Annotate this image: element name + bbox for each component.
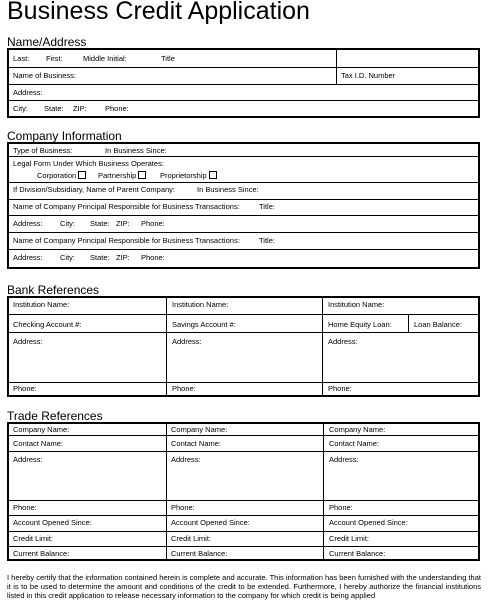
bank-1-address-field[interactable]: Address: [13,337,43,346]
divider [9,382,478,383]
principal-address-field-2[interactable]: Address: [13,253,43,262]
bank-1-institution-field[interactable]: Institution Name: [13,300,70,309]
divider [9,435,478,436]
divider [9,515,478,516]
principal-name-field-2[interactable]: Name of Company Principal Responsible for Business Transactions: [13,236,240,245]
trade-2-account-opened-field[interactable]: Account Opened Since: [171,518,250,527]
trade-3-current-balance-field[interactable]: Current Balance: [329,549,386,558]
savings-account-field[interactable]: Savings Account #: [172,320,236,329]
trade-2-company-field[interactable]: Company Name: [171,425,228,434]
legal-form-label: Legal Form Under Which Business Operates: [13,159,164,168]
divider [9,100,478,101]
principal-title-field-2[interactable]: Title: [259,236,275,245]
divider [9,232,478,233]
divider [336,50,337,84]
principal-phone-field-1[interactable]: Phone: [141,219,165,228]
name-address-box [7,48,480,118]
partnership-checkbox[interactable] [138,171,146,179]
partnership-option[interactable] [98,171,146,180]
home-equity-loan-field[interactable]: Home Equity Loan: [328,320,392,329]
divider [9,199,478,200]
divider [408,314,409,332]
divider [9,84,478,85]
divider [9,332,478,333]
bank-3-institution-field[interactable]: Institution Name: [328,300,385,309]
divider [9,215,478,216]
principal-name-field-1[interactable]: Name of Company Principal Responsible for Business Transactions: [13,202,240,211]
divider [9,531,478,532]
trade-2-credit-limit-field[interactable]: Credit Limit: [171,534,212,543]
principal-city-field-2[interactable]: City: [60,253,75,262]
in-business-since-field[interactable]: In Business Since: [105,146,167,155]
principal-address-field-1[interactable]: Address: [13,219,43,228]
divider [322,298,323,395]
in-business-since-field-2[interactable]: In Business Since: [197,185,259,194]
company-info-box [7,142,480,269]
principal-phone-field-2[interactable]: Phone: [141,253,165,262]
trade-1-contact-field[interactable]: Contact Name: [13,439,64,448]
section-heading-trade-refs: Trade References [7,409,103,423]
trade-2-address-field[interactable]: Address: [171,455,201,464]
trade-3-account-opened-field[interactable]: Account Opened Since: [329,518,408,527]
corporation-checkbox[interactable] [78,171,86,179]
proprietorship-option[interactable] [160,171,217,180]
first-name-field[interactable]: First: [46,54,63,63]
trade-2-phone-field[interactable]: Phone: [171,503,195,512]
principal-zip-field-2[interactable]: ZIP: [116,253,130,262]
middle-initial-field[interactable]: Middle Initial: [83,54,127,63]
title-field[interactable]: Title [161,54,175,63]
divider [323,424,324,559]
zip-field[interactable]: ZIP: [73,104,87,113]
corporation-option[interactable] [37,171,86,180]
page-title: Business Credit Application [7,0,310,25]
divider [9,156,478,157]
trade-3-credit-limit-field[interactable]: Credit Limit: [329,534,370,543]
address-field[interactable]: Address: [13,88,43,97]
bank-refs-box [7,296,480,397]
divider [9,451,478,452]
bank-2-institution-field[interactable]: Institution Name: [172,300,229,309]
trade-1-account-opened-field[interactable]: Account Opened Since: [13,518,92,527]
state-field[interactable]: State: [44,104,64,113]
principal-city-field-1[interactable]: City: [60,219,75,228]
divider [166,298,167,395]
trade-2-current-balance-field[interactable]: Current Balance: [171,549,228,558]
divider [166,424,167,559]
loan-balance-field[interactable]: Loan Balance: [414,320,462,329]
divider [9,249,478,250]
certification-text: I hereby certify that the information contained herein is complete and accurate. This information has been furnished with the understanding that it is to be used to determine the amount and conditions of the credit to be extended. Furthermore, I hereby authorize the financial institutions listed in this credit application to release necessary information to the company for which credit is being applied [7,573,481,600]
trade-1-phone-field[interactable]: Phone: [13,503,37,512]
city-field[interactable]: City: [13,104,28,113]
principal-state-field-1[interactable]: State: [90,219,110,228]
trade-3-phone-field[interactable]: Phone: [329,503,353,512]
trade-1-credit-limit-field[interactable]: Credit Limit: [13,534,54,543]
principal-title-field-1[interactable]: Title: [259,202,275,211]
trade-2-contact-field[interactable]: Contact Name: [171,439,222,448]
divider [9,67,478,68]
trade-1-company-field[interactable]: Company Name: [13,425,70,434]
parent-company-field[interactable]: If Division/Subsidiary, Name of Parent Company: [13,185,176,194]
trade-1-current-balance-field[interactable]: Current Balance: [13,549,70,558]
last-name-field[interactable]: Last: [13,54,30,63]
partnership-label: Partnership [98,171,137,180]
principal-state-field-2[interactable]: State: [90,253,110,262]
principal-zip-field-1[interactable]: ZIP: [116,219,130,228]
business-name-field[interactable]: Name of Business: [13,71,76,80]
trade-3-company-field[interactable]: Company Name: [329,425,386,434]
corporation-label: Corporation [37,171,77,180]
section-heading-bank-refs: Bank References [7,283,100,297]
tax-id-field[interactable]: Tax I.D. Number [341,71,396,80]
type-of-business-field[interactable]: Type of Business: [13,146,73,155]
divider [9,500,478,501]
bank-2-address-field[interactable]: Address: [172,337,202,346]
bank-2-phone-field[interactable]: Phone: [172,384,196,393]
trade-1-address-field[interactable]: Address: [13,455,43,464]
phone-field[interactable]: Phone: [105,104,129,113]
checking-account-field[interactable]: Checking Account #: [13,320,82,329]
trade-3-address-field[interactable]: Address: [329,455,359,464]
trade-refs-box [7,422,480,561]
trade-3-contact-field[interactable]: Contact Name: [329,439,380,448]
section-heading-name-address: Name/Address [7,35,87,49]
proprietorship-checkbox[interactable] [209,171,217,179]
bank-3-phone-field[interactable]: Phone: [328,384,352,393]
section-heading-company-info: Company Information [7,129,122,143]
divider [9,546,478,547]
proprietorship-label: Proprietorship [160,171,207,180]
bank-3-address-field[interactable]: Address: [328,337,358,346]
divider [9,182,478,183]
bank-1-phone-field[interactable]: Phone: [13,384,37,393]
